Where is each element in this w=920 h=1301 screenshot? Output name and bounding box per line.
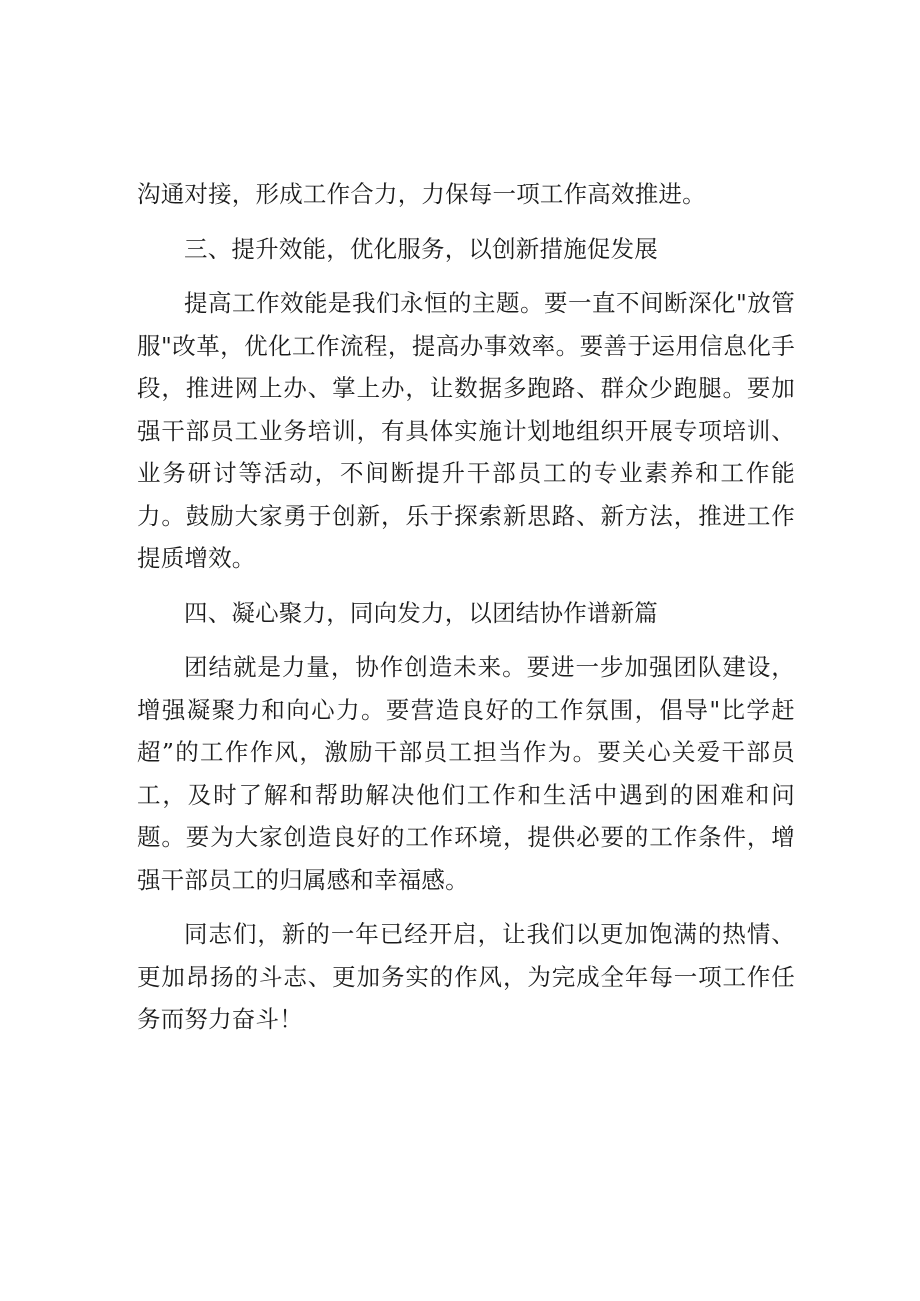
paragraph-teamwork: 团结就是力量，协作创造未来。要进一步加强团队建设，增强凝聚力和向心力。要营造良好的工作氛围，倡导"比学赶超”的工作作风，激励干部员工担当作为。要关心关爱干部员工，及时了解和帮助解决他们工作和生活中遇到的困难和问题。要为大家创造良好的工作环境，提供必要的工作条件，增强干部员工的归属感和幸福感。 — [137, 653, 795, 894]
paragraph-closing: 同志们，新的一年已经开启，让我们以更加饱满的热情、更加昂扬的斗志、更加务实的作风，为完成全年每一项工作任务而努力奋斗！ — [137, 920, 795, 1033]
section-heading-four: 四、凝心聚力，同向发力，以团结协作谱新篇 — [184, 598, 658, 627]
document-body — [137, 173, 795, 1053]
paragraph-continuation: 沟通对接，形成工作合力，力保每一项工作高效推进。 — [137, 180, 706, 208]
paragraph-efficiency: 提高工作效能是我们永恒的主题。要一直不间断深化"放管服"改革，优化工作流程，提高办事效率。要善于运用信息化手段，推进网上办、掌上办，让数据多跑路、群众少跑腿。要加强干部员工业务培训，有具体实施计划地组织开展专项培训、业务研讨等活动，不间断提升干部员工的专业素养和工作能力。鼓励大家勇于创新，乐于探索新思路、新方法，推进工作提质增效。 — [137, 289, 795, 572]
section-heading-three: 三、提升效能，优化服务，以创新措施促发展 — [184, 234, 658, 263]
